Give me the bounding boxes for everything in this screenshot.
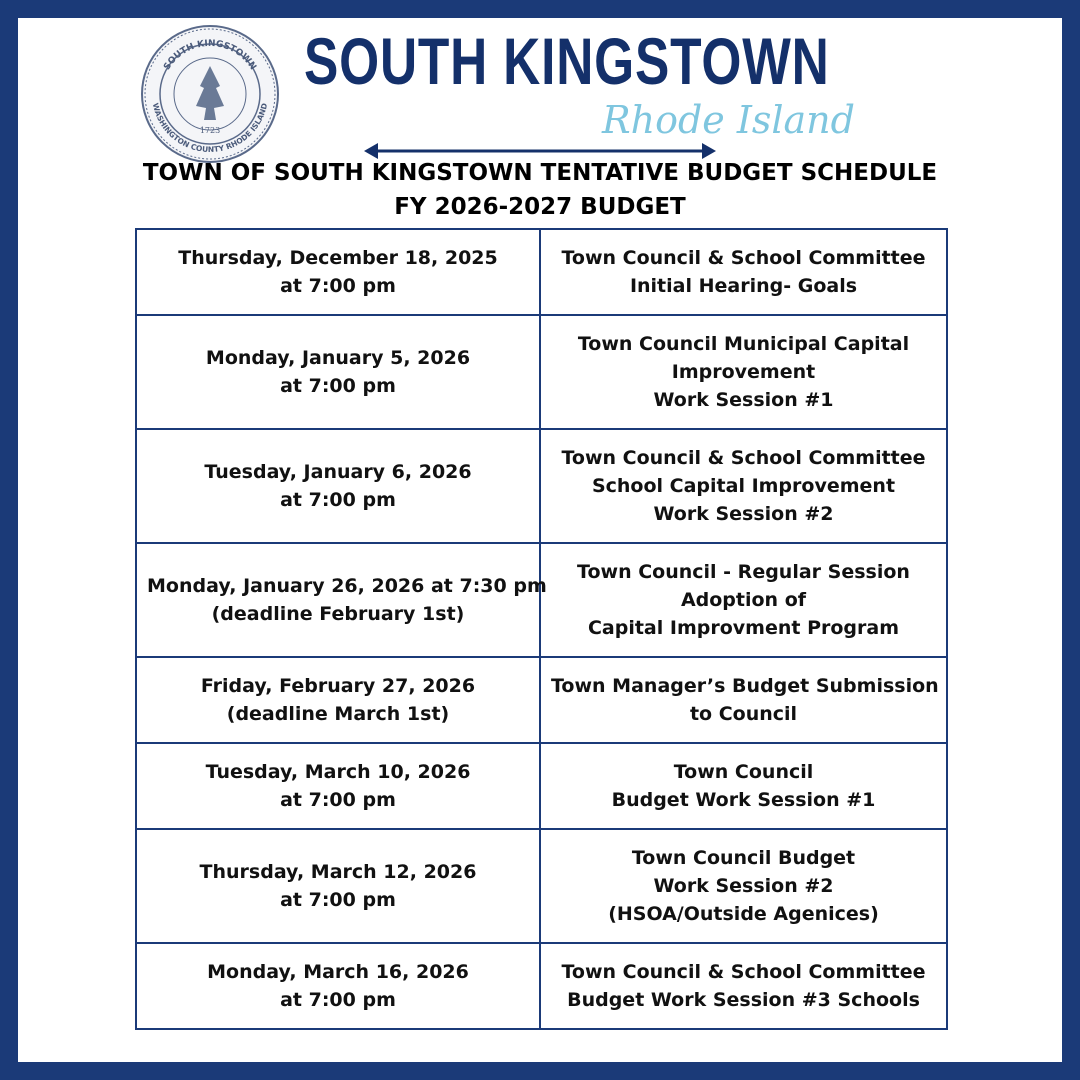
table-row	[136, 943, 947, 1029]
svg-text:SOUTH KINGSTOWN: SOUTH KINGSTOWN	[162, 38, 258, 73]
event-cell: Town Council Budget Work Session #1	[540, 743, 947, 829]
date-cell: Monday, March 16, 2026 at 7:00 pm	[136, 943, 540, 1029]
svg-text:1723: 1723	[199, 126, 221, 135]
event-cell: Town Council & School Committee Budget Work Session #3 Schools	[540, 943, 947, 1029]
table-row	[136, 657, 947, 743]
schedule-title: TOWN OF SOUTH KINGSTOWN TENTATIVE BUDGET SCHEDULE	[142, 160, 938, 186]
state-script-text: Rhode Island	[602, 98, 855, 142]
event-cell: Town Council & School Committee Initial Hearing- Goals	[540, 229, 947, 315]
date-cell: Tuesday, March 10, 2026 at 7:00 pm	[136, 743, 540, 829]
town-seal-logo	[140, 24, 280, 164]
date-cell: Friday, February 27, 2026 (deadline March 1st)	[136, 657, 540, 743]
event-cell: Town Manager’s Budget Submission to Council	[540, 657, 947, 743]
event-cell: Town Council Budget Work Session #2 (HSOA/Outside Agenices)	[540, 829, 947, 943]
budget-schedule-table	[135, 228, 948, 1030]
double-arrow-icon	[362, 140, 718, 162]
table-row	[136, 743, 947, 829]
table-row	[136, 429, 947, 543]
date-cell: Thursday, March 12, 2026 at 7:00 pm	[136, 829, 540, 943]
svg-text:WASHINGTON COUNTY RHODE ISLAND: WASHINGTON COUNTY RHODE ISLAND	[150, 102, 270, 155]
date-cell: Tuesday, January 6, 2026 at 7:00 pm	[136, 429, 540, 543]
event-cell: Town Council Municipal Capital Improvement Work Session #1	[540, 315, 947, 429]
table-row	[136, 543, 947, 657]
table-row	[136, 829, 947, 943]
event-cell: Town Council & School Committee School Capital Improvement Work Session #2	[540, 429, 947, 543]
schedule-subtitle: FY 2026-2027 BUDGET	[394, 194, 686, 220]
date-cell: Thursday, December 18, 2025 at 7:00 pm	[136, 229, 540, 315]
date-cell: Monday, January 5, 2026 at 7:00 pm	[136, 315, 540, 429]
date-cell: Monday, January 26, 2026 at 7:30 pm (deadline February 1st)	[136, 543, 540, 657]
table-row	[136, 315, 947, 429]
town-wordmark: SOUTH KINGSTOWN	[304, 24, 830, 98]
event-cell: Town Council - Regular Session Adoption of Capital Improvment Program	[540, 543, 947, 657]
table-row	[136, 229, 947, 315]
